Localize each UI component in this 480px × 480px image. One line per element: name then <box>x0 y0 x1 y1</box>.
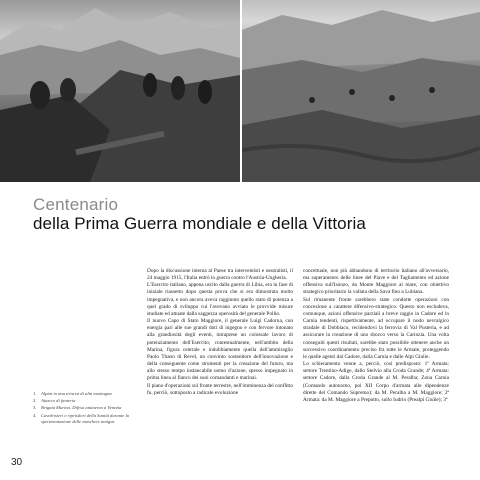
photo-infantry-attack <box>242 0 480 182</box>
paragraph: Lo schieramento venne a, perciò, così predisposto: 1ª Armata: settore Trentino-Adige, dallo Stelvio alla Croda Grande; 4ª Armata: settore Cadore, dalla Croda Grande al M. Peralba; Zona Carnia (Comando autonomo, poi XII Corpo d'armata alle dipendenze dirette del Comando Supremo): da M. Peralba a M. Maggiore; 2ª Armata: da M. Maggiore a Prepotto, sullo Iudrio (Prealpi Giulie); 3ª <box>303 361 449 403</box>
photo-infantry-attack-image <box>242 0 480 182</box>
body-column-2 <box>303 268 449 404</box>
title-subtitle: della Prima Guerra mondiale e della Vittoria <box>33 214 366 233</box>
paragraph: Il nuovo Capo di Stato Maggiore, il generale Luigi Cadorna, con energia pari alle sue grandi doti di ingegno e con fervore intonato alla grandiosità degli eventi, intraprese un colossale lavoro di potenziamento dell'Esercito; contestualmente, nell'ambito della Marina, figura centrale e indubbiamente quella dell'ammiraglio Paolo Thaon di Revel, un convinto sostenitore dell'innovazione e della conseguente come strumenti per la creazione del futuro, ma allo stesso tempo instancabile uomo d'azione, spesso impegnato in prima linea al fianco dei suoi comandanti e marinai. <box>147 318 293 382</box>
photo-captions <box>33 391 133 426</box>
title-centenario: Centenario <box>33 195 119 214</box>
paragraph: concettuale, non più abbandono di territorio italiano all'avversario, ma superamento delle linee del Piave e del Tagliamento ed azione offensiva sull'Isonzo, da Monte Maggiore al mare, con obiettivo strategico prioritario la vallata della Sava fino a Lubiana. <box>303 268 449 296</box>
caption-item: 4. Cavalrisieri e ripristlori della Sanità durante la sperimentazione delle maschere antigas <box>33 412 130 424</box>
page-number: 30 <box>11 457 23 468</box>
caption-item: 1. Alpini in una trincea di alta montagna <box>33 391 112 396</box>
article-title <box>33 196 453 233</box>
caption-item: 2. Attacco di fanteria <box>33 398 76 404</box>
caption-item: 3. Brigata Murina. Difesa antiaerea a Venezia <box>33 405 122 411</box>
paragraph: L'Esercito italiano, appena uscito dalla guerra di Libia, era in fase di iniziale riassetto dopo questa prova che si era dimostrata molto impegnativa, e non ancora aveva raggiunto quello stato di potenza a quel grado di sviluppo cui l'avevano avviato le provvide misure studiate ed attuate dalla saggezza operosità del generale Pollio. <box>147 282 293 317</box>
paragraph: Il piano d'operazioni sul fronte terrestre, nell'imminenza del conflitto fu, perciò, sottoposto a radicale evoluzione <box>147 382 293 396</box>
paragraph: Dopo la discussione interna al Paese tra interventisti e neutralisti, il 24 maggio 1915, l'Italia entrò in guerra contro l'Austria-Ungheria. <box>147 268 293 282</box>
body-column-1 <box>147 268 293 397</box>
photo-alpine-trench <box>0 0 240 182</box>
photo-alpine-trench-image <box>0 0 240 182</box>
paragraph: Sul rimanente fronte sarebbero state condotte operazioni con concezione a carattere difensivo-strategico. Questo non escludeva, comunque, azioni offensive parziali a breve raggio in Cadore ed in Carnia tendenti, rispettivamente, ad occupare il nodo nevralgico stradale di Dobbiaco, recidendovi la ferrovia di Val Pusteria, e ad assicurare la creazione di uno sbocco verso la Carinzia. Una volta conseguiti questi risultati, sarebbe stato possibile ottenere anche un successivo coordinamento preciso fra tutte le Armate, proteggendo le quelle agenti dal Cadore, dalla Carnia e dalle Alpi Giulie. <box>303 296 449 360</box>
photo-band <box>0 0 480 182</box>
